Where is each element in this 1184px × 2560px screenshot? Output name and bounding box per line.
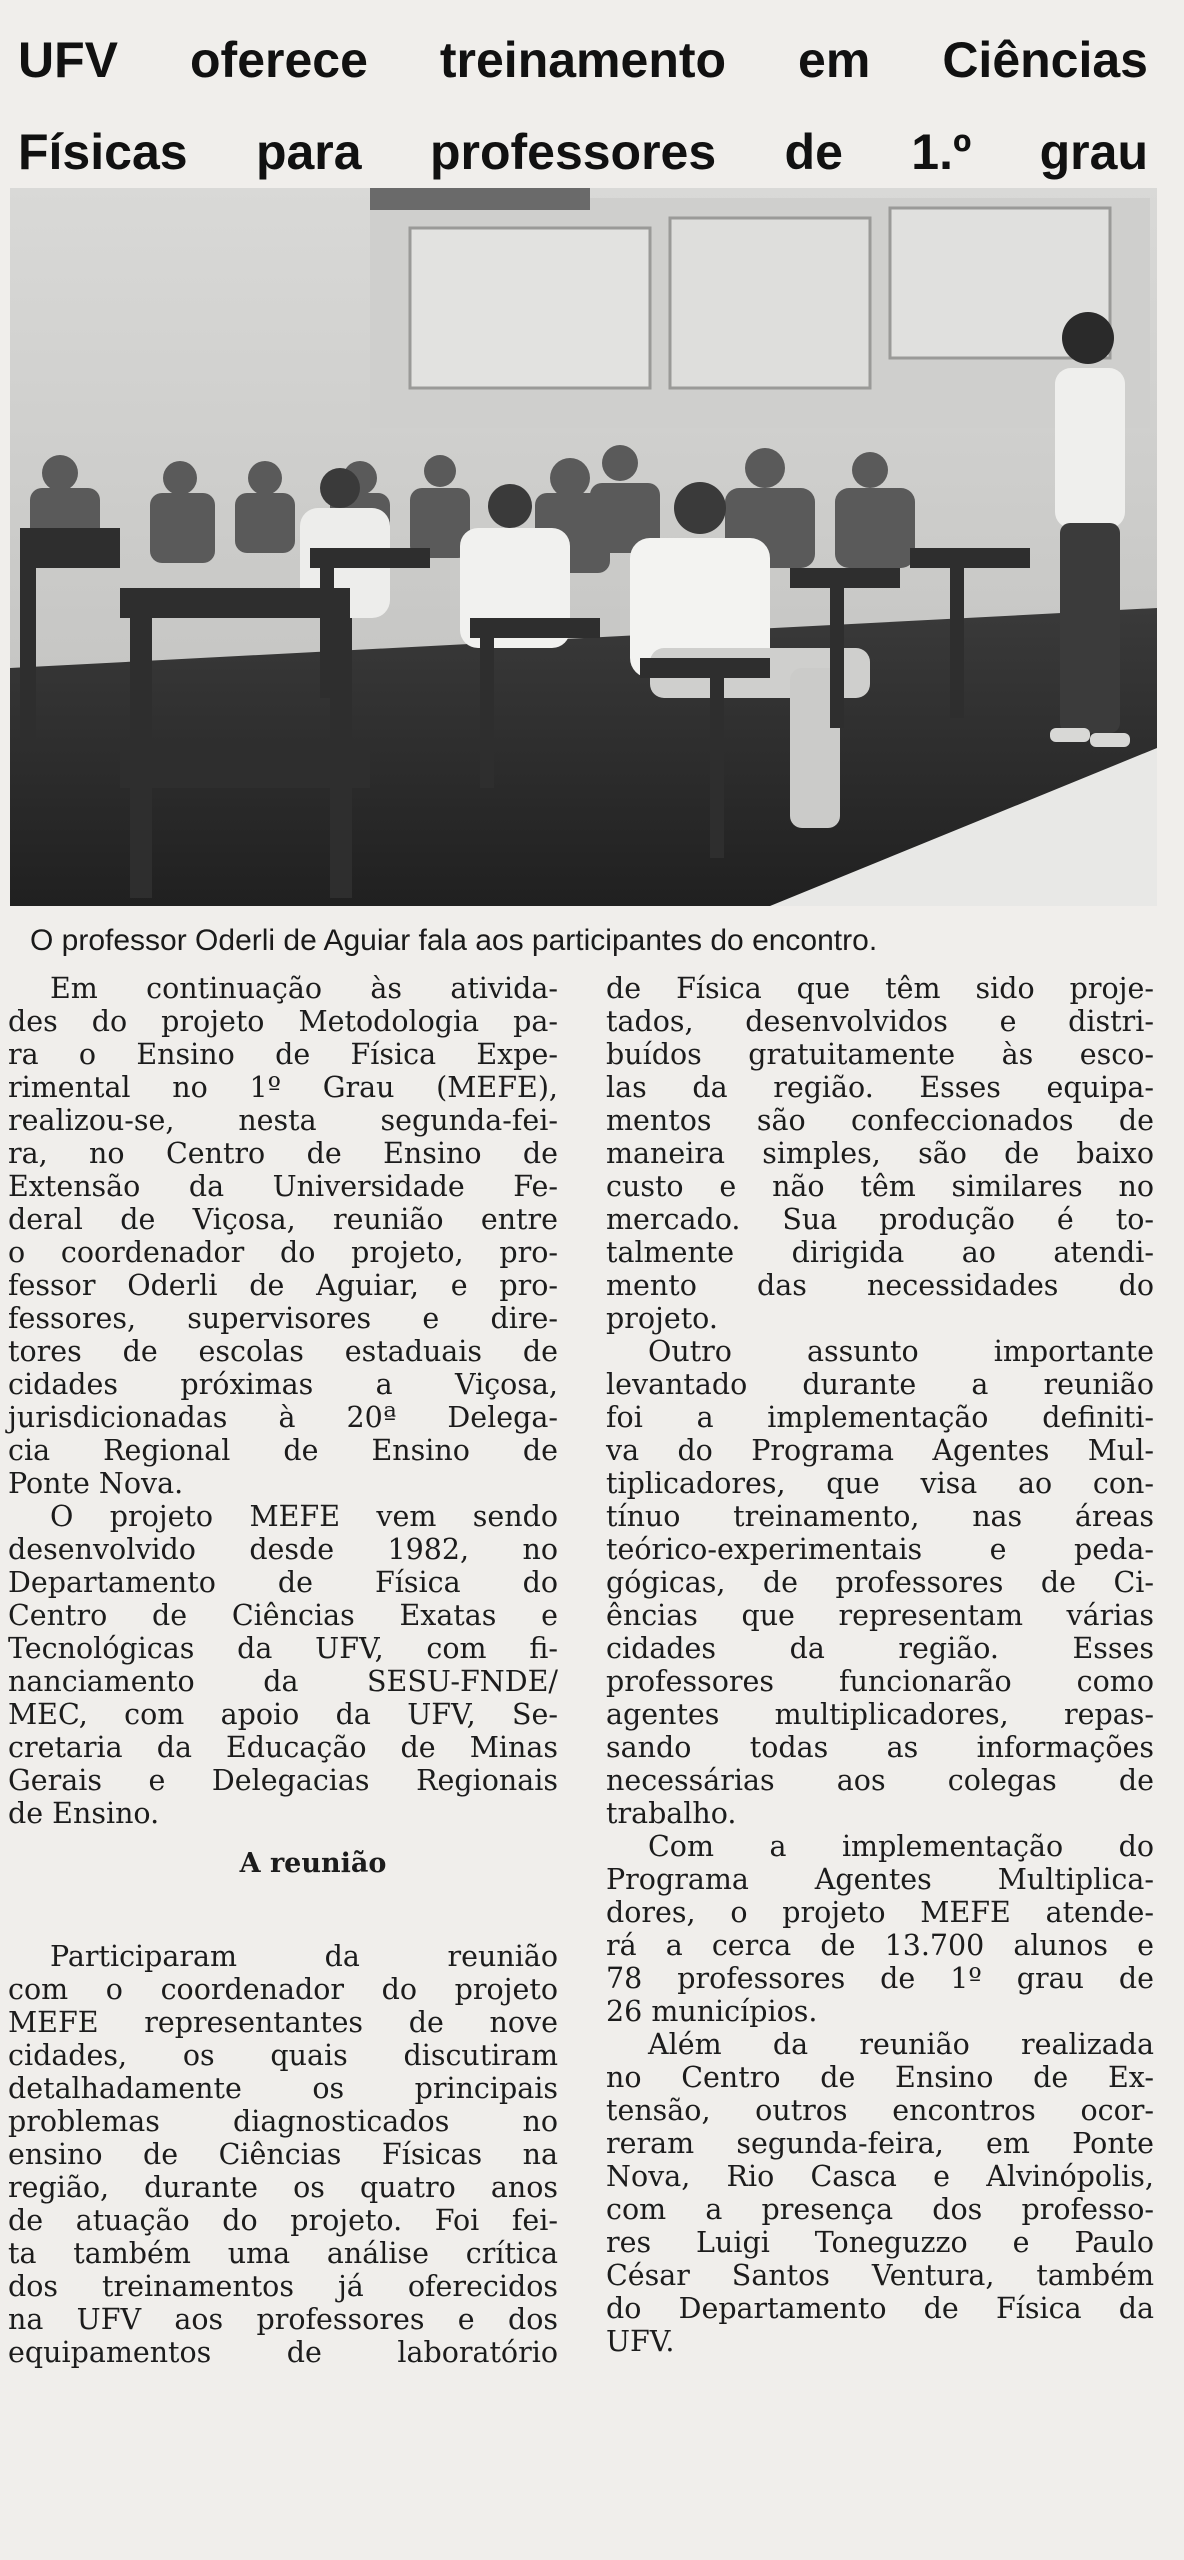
text-line: projeto. bbox=[606, 1302, 718, 1335]
text-line: ta também uma análise crítica bbox=[8, 2237, 558, 2270]
text-line: região, durante os quatro anos bbox=[8, 2171, 558, 2204]
text-line: equipamentos de laboratório bbox=[8, 2336, 558, 2369]
article-column-left bbox=[8, 972, 558, 2369]
text-line: César Santos Ventura, também bbox=[606, 2259, 1154, 2292]
text-line: do Departamento de Física da bbox=[606, 2292, 1154, 2325]
text-line: tensão, outros encontros ocor- bbox=[606, 2094, 1154, 2127]
text-line: levantado durante a reunião bbox=[606, 1368, 1154, 1401]
text-line: com o coordenador do projeto bbox=[8, 1973, 558, 2006]
text-line: detalhadamente os principais bbox=[8, 2072, 558, 2105]
text-line: rimental no 1º Grau (MEFE), bbox=[8, 1071, 558, 1104]
text-line: Extensão da Universidade Fe- bbox=[8, 1170, 558, 1203]
text-line: necessárias aos colegas de bbox=[606, 1764, 1154, 1797]
text-line: com a presença dos professo- bbox=[606, 2193, 1154, 2226]
text-line: Gerais e Delegacias Regionais bbox=[8, 1764, 558, 1797]
text-line: gógicas, de professores de Ci- bbox=[606, 1566, 1154, 1599]
text-line: UFV. bbox=[606, 2325, 675, 2358]
text-line: de Ensino. bbox=[8, 1797, 160, 1830]
text-line: Departamento de Física do bbox=[8, 1566, 558, 1599]
text-line: Em continuação às ativida- bbox=[50, 972, 558, 1005]
subhead-block bbox=[8, 1830, 558, 1940]
text-line: agentes multiplicadores, repas- bbox=[606, 1698, 1154, 1731]
text-line: no Centro de Ensino de Ex- bbox=[606, 2061, 1154, 2094]
text-line: fessor Oderli de Aguiar, e pro- bbox=[8, 1269, 558, 1302]
text-line: 78 professores de 1º grau de bbox=[606, 1962, 1154, 1995]
text-line: va do Programa Agentes Mul- bbox=[606, 1434, 1154, 1467]
text-line: Outro assunto importante bbox=[648, 1335, 1154, 1368]
text-line: trabalho. bbox=[606, 1797, 737, 1830]
text-line: mentos são confeccionados de bbox=[606, 1104, 1154, 1137]
text-line: ra, no Centro de Ensino de bbox=[8, 1137, 558, 1170]
text-line: mercado. Sua produção é to- bbox=[606, 1203, 1154, 1236]
text-line: O projeto MEFE vem sendo bbox=[50, 1500, 558, 1533]
headline bbox=[18, 14, 1148, 198]
text-line: res Luigi Toneguzzo e Paulo bbox=[606, 2226, 1154, 2259]
text-line: des do projeto Metodologia pa- bbox=[8, 1005, 558, 1038]
subhead: A reunião bbox=[239, 1848, 387, 1879]
text-line: nanciamento da SESU-FNDE/ bbox=[8, 1665, 558, 1698]
text-line: las da região. Esses equipa- bbox=[606, 1071, 1154, 1104]
article-column-right bbox=[606, 972, 1154, 2358]
text-line: Além da reunião realizada bbox=[648, 2028, 1154, 2061]
text-line: sando todas as informações bbox=[606, 1731, 1154, 1764]
text-line: Tecnológicas da UFV, com fi- bbox=[8, 1632, 558, 1665]
text-line: tiplicadores, que visa ao con- bbox=[606, 1467, 1154, 1500]
text-line: cia Regional de Ensino de bbox=[8, 1434, 558, 1467]
text-line: ensino de Ciências Físicas na bbox=[8, 2138, 558, 2171]
text-line: 26 municípios. bbox=[606, 1995, 818, 2028]
text-line: dores, o projeto MEFE atende- bbox=[606, 1896, 1154, 1929]
text-line: teórico-experimentais e peda- bbox=[606, 1533, 1154, 1566]
text-line: buídos gratuitamente às esco- bbox=[606, 1038, 1154, 1071]
text-line: cidades, os quais discutiram bbox=[8, 2039, 558, 2072]
text-line: Programa Agentes Multiplica- bbox=[606, 1863, 1154, 1896]
text-line: deral de Viçosa, reunião entre bbox=[8, 1203, 558, 1236]
text-line: fessores, supervisores e dire- bbox=[8, 1302, 558, 1335]
text-line: professores funcionarão como bbox=[606, 1665, 1154, 1698]
text-line: o coordenador do projeto, pro- bbox=[8, 1236, 558, 1269]
text-line: de Física que têm sido proje- bbox=[606, 972, 1154, 1005]
text-line: rá a cerca de 13.700 alunos e bbox=[606, 1929, 1154, 1962]
text-line: jurisdicionadas à 20ª Delega- bbox=[8, 1401, 558, 1434]
text-line: Nova, Rio Casca e Alvinópolis, bbox=[606, 2160, 1154, 2193]
text-line: desenvolvido desde 1982, no bbox=[8, 1533, 558, 1566]
text-line: tínuo treinamento, nas áreas bbox=[606, 1500, 1154, 1533]
text-line: Com a implementação do bbox=[648, 1830, 1154, 1863]
text-line: problemas diagnosticados no bbox=[8, 2105, 558, 2138]
text-line: tores de escolas estaduais de bbox=[8, 1335, 558, 1368]
text-line: cidades próximas a Viçosa, bbox=[8, 1368, 558, 1401]
text-line: Centro de Ciências Exatas e bbox=[8, 1599, 558, 1632]
classroom-photo-icon bbox=[10, 188, 1157, 906]
headline-line-2: Físicas para professores de 1.º grau bbox=[18, 124, 1148, 180]
classroom-photo bbox=[10, 188, 1157, 906]
text-line: maneira simples, são de baixo bbox=[606, 1137, 1154, 1170]
text-line: cretaria da Educação de Minas bbox=[8, 1731, 558, 1764]
text-line: ências que representam várias bbox=[606, 1599, 1154, 1632]
text-line: realizou-se, nesta segunda-fei- bbox=[8, 1104, 558, 1137]
text-line: mento das necessidades do bbox=[606, 1269, 1154, 1302]
text-line: na UFV aos professores e dos bbox=[8, 2303, 558, 2336]
text-line: MEFE representantes de nove bbox=[8, 2006, 558, 2039]
headline-line-1: UFV oferece treinamento em Ciências bbox=[18, 32, 1148, 88]
text-line: de atuação do projeto. Foi fei- bbox=[8, 2204, 558, 2237]
text-line: reram segunda-feira, em Ponte bbox=[606, 2127, 1154, 2160]
text-line: ra o Ensino de Física Expe- bbox=[8, 1038, 558, 1071]
text-line: dos treinamentos já oferecidos bbox=[8, 2270, 558, 2303]
text-line: Ponte Nova. bbox=[8, 1467, 184, 1500]
photo-caption: O professor Oderli de Aguiar fala aos participantes do encontro. bbox=[30, 924, 878, 957]
text-line: Participaram da reunião bbox=[50, 1940, 558, 1973]
text-line: foi a implementação definiti- bbox=[606, 1401, 1154, 1434]
text-line: tados, desenvolvidos e distri- bbox=[606, 1005, 1154, 1038]
text-line: cidades da região. Esses bbox=[606, 1632, 1154, 1665]
text-line: talmente dirigida ao atendi- bbox=[606, 1236, 1154, 1269]
text-line: custo e não têm similares no bbox=[606, 1170, 1154, 1203]
text-line: MEC, com apoio da UFV, Se- bbox=[8, 1698, 558, 1731]
